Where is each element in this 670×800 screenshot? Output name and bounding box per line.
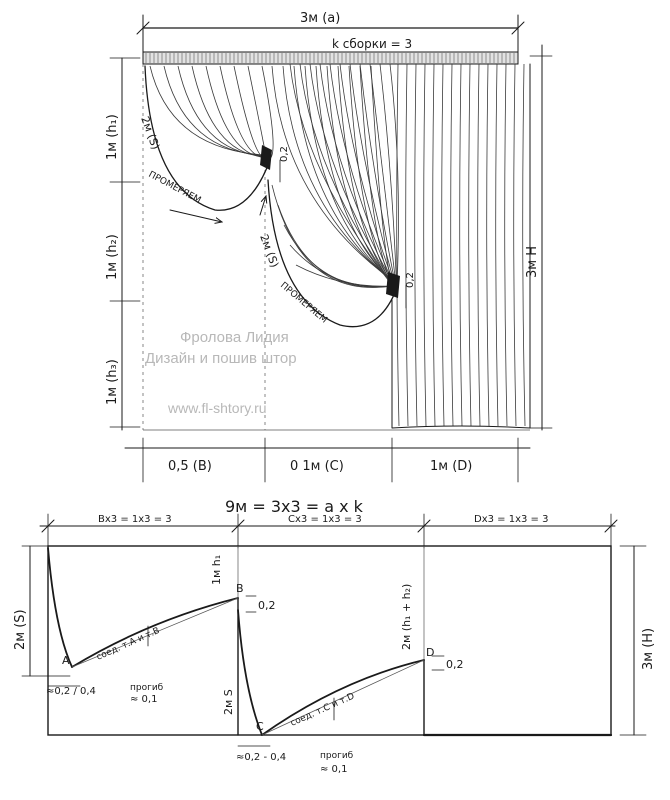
h3-label: 1м (h₃) (105, 359, 120, 405)
fabric-fold (478, 64, 480, 426)
pattern-seg-d: Dx3 = 1x3 = 3 (474, 514, 549, 525)
pattern-formula: 9м = 3x3 = a x k (225, 497, 363, 516)
tieback-1 (260, 145, 272, 170)
fabric-fold (487, 64, 489, 426)
pattern-seg-c: Cx3 = 1x3 = 3 (288, 514, 362, 525)
fabric-fold (178, 66, 266, 156)
d-offset-label: 0,2 (446, 658, 464, 671)
measure2-label: ПРОМЕРЯЕМ (278, 280, 329, 326)
h2-label: 1м (h₂) (105, 234, 120, 280)
right-height-label: 3м (H) (641, 627, 656, 670)
sag-value: ≈ 0,1 (130, 694, 158, 705)
fabric-fold (415, 64, 417, 426)
left-height-label: 2м (S) (13, 609, 28, 650)
watermark (145, 329, 297, 416)
a-offset-label: ≈0,2 / 0,4 (46, 686, 96, 697)
point-b: B (236, 582, 244, 595)
sag-label: прогиб (130, 683, 164, 693)
fabric-fold (406, 64, 408, 426)
swag-1-outline (145, 66, 270, 210)
h1-pattern-label: 1м h₁ (210, 554, 223, 585)
fabric-fold (192, 66, 266, 157)
sag2-value: ≈ 0,1 (320, 764, 348, 775)
drop2-label: 0,2 (405, 272, 416, 288)
curve-cd-label: соед. т.С и т.D (289, 691, 357, 729)
fabric-fold (424, 64, 426, 426)
fabric-fold (300, 64, 393, 285)
fabric-fold (505, 64, 507, 426)
fabric-fold (460, 64, 462, 426)
curve-ab-label: соед. т.А и т.В (95, 625, 162, 663)
fabric-fold (220, 66, 266, 158)
fabric-fold (294, 66, 392, 281)
watermark-name: Фролова Лидия (180, 329, 289, 346)
h1-label: 1м (h₁) (105, 114, 120, 160)
swag1-label: 2м (S) (138, 114, 163, 152)
fabric-fold (433, 64, 435, 426)
curve-to-a (48, 548, 72, 667)
c-offset-label: ≈0,2 - 0,4 (236, 752, 287, 763)
gathering-label: k сборки = 3 (332, 37, 413, 51)
watermark-tagline: Дизайн и пошив штор (145, 350, 297, 367)
width-label: 3м (a) (300, 11, 341, 26)
height-label: 3м H (525, 246, 540, 278)
fabric-fold (514, 64, 516, 426)
measure1-label: ПРОМЕРЯЕМ (146, 169, 203, 206)
point-d: D (426, 646, 435, 659)
fabric-fold (469, 64, 471, 426)
seg-c-label: 0 1м (C) (290, 459, 344, 474)
fabric-fold (248, 66, 266, 159)
fabric-fold (451, 64, 453, 426)
watermark-url: www.fl-shtory.ru (168, 400, 267, 416)
swag2-label: 2м (S) (257, 232, 282, 270)
fabric-fold (523, 64, 525, 426)
mid-height-label: 2м S (222, 689, 235, 715)
h1h2-label: 2м (h₁ + h₂) (400, 583, 413, 650)
b-offset-label: 0,2 (258, 599, 276, 612)
point-c: C (256, 720, 264, 733)
sag2-label: прогиб (320, 751, 354, 761)
seg-d-label: 1м (D) (430, 459, 473, 474)
tieback-2 (386, 272, 400, 298)
swag-2-outline (268, 180, 398, 327)
seg-b-label: 0,5 (B) (168, 459, 212, 474)
point-a: A (62, 654, 70, 667)
fabric-fold (496, 64, 498, 426)
fabric-fold (442, 64, 444, 426)
pattern-drawing (13, 497, 656, 775)
pattern-seg-b: Bx3 = 1x3 = 3 (98, 514, 172, 525)
fabric-fold (360, 66, 392, 284)
curve-to-c (238, 610, 262, 735)
drop1-label: 0,2 (279, 146, 290, 162)
